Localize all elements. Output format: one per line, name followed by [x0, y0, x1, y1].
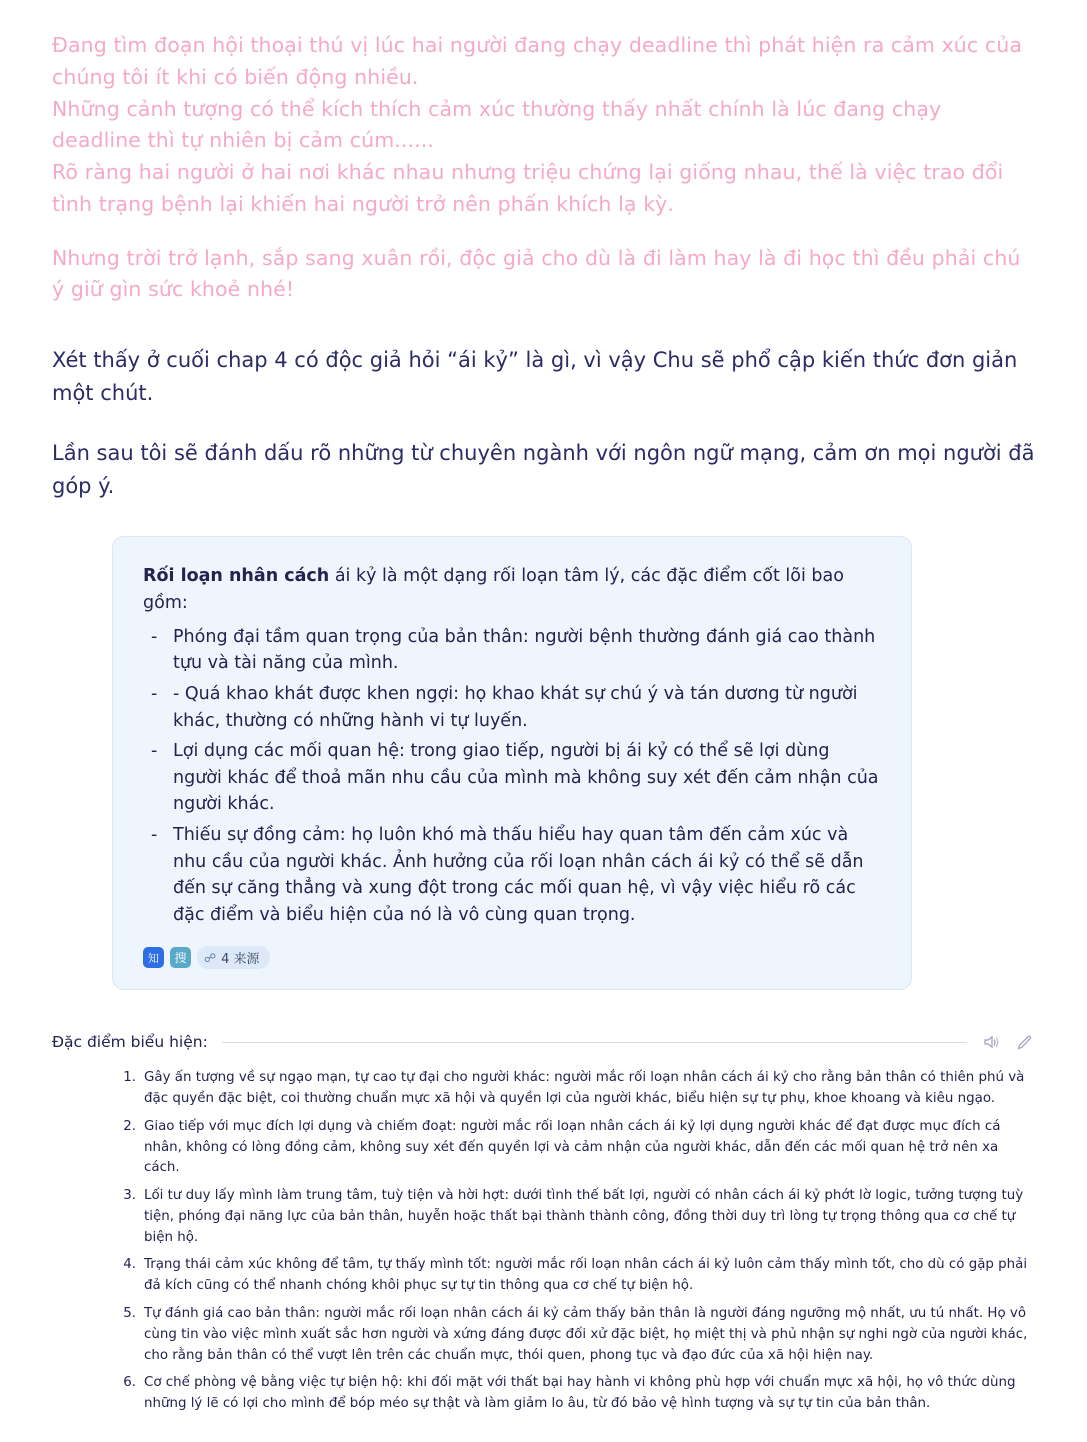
list-item: Cơ chế phòng vệ bằng việc tự biện hộ: khi đối mặt với thất bại hay hành vi không phù hợp với chuẩn mực xã hội, họ vô thức dùng những lý lẽ có lợi cho mình để bóp méo sự thật và làm giảm lo âu, từ đó bảo vệ hình tượng và sự tự tin của bản thân.	[144, 1375, 1016, 1412]
list-item: Tự đánh giá cao bản thân: người mắc rối loạn nhân cách ái kỷ cảm thấy bản thân là người đáng ngưỡng mộ nhất, ưu tú nhất. Họ vô cùng tin vào việc mình xuất sắc hơn người và xứng đáng được đối xử đặc biệt, họ miệt thị và phủ nhận sự nghi ngờ của người khác, cho rằng bản thân có thể vượt lên trên các chuẩn mực, thói quen, phong tục và đạo đức của xã hội hiện nay.	[144, 1306, 1028, 1363]
note-paragraph: Đang tìm đoạn hội thoại thú vị lúc hai người đang chạy deadline thì phát hiện ra cảm xúc của chúng tôi ít khi có biến động nhiều.	[52, 33, 1023, 89]
note-paragraph: Những cảnh tượng có thể kích thích cảm xúc thường thấy nhất chính là lúc đang chạy deadline thì tự nhiên bị cảm cúm......	[52, 96, 942, 153]
source-chips[interactable]	[143, 946, 881, 969]
card-lead-term: Rối loạn nhân cách	[143, 566, 330, 587]
zhihu-source-icon[interactable]: 知	[143, 947, 164, 968]
pencil-icon[interactable]	[1015, 1032, 1035, 1052]
list-item: - Lợi dụng các mối quan hệ: trong giao tiếp, người bị ái kỷ có thể sẽ lợi dùng người khác để thoả mãn nhu cầu của mình mà không suy xét đến cảm nhận của người khác.	[143, 738, 881, 818]
list-item: Lối tư duy lấy mình làm trung tâm, tuỳ tiện và hời hợt: dưới tình thế bất lợi, người có nhân cách ái kỷ phớt lờ logic, tưởng tượng tuỳ tiện, phóng đại năng lực của bản thân, huyễn hoặc thất bại thành thành công, đồng thời duy trì lòng tự trọng thông qua cơ chế tự biện hộ.	[144, 1188, 1024, 1245]
card-bullet-list	[143, 624, 881, 929]
card-lead	[143, 563, 881, 616]
source-count-chip[interactable]	[197, 946, 270, 969]
body-paragraph-2: Lần sau tôi sẽ đánh dấu rõ những từ chuyên ngành với ngôn ngữ mạng, cảm ơn mọi người đã góp ý.	[52, 441, 1035, 498]
author-note	[52, 30, 1035, 306]
characteristics-list	[52, 1068, 1035, 1414]
definition-card	[112, 536, 912, 990]
section-header	[52, 1032, 1035, 1052]
link-icon: ☍	[204, 950, 217, 965]
list-item: - Thiếu sự đồng cảm: họ luôn khó mà thấu hiểu hay quan tâm đến cảm xúc và nhu cầu của người khác. Ảnh hưởng của rối loạn nhân cách ái kỷ có thể sẽ dẫn đến sự căng thẳng và xung đột trong các mối quan hệ, vì vậy việc hiểu rõ các đặc điểm và biểu hiện của nó là vô cùng quan trọng.	[143, 822, 881, 928]
section-title: Đặc điểm biểu hiện:	[52, 1033, 208, 1052]
card-lead-rest: ái kỷ là một dạng rối loạn tâm lý, các đặc điểm cốt lõi bao gồm:	[143, 566, 844, 613]
divider	[222, 1042, 967, 1043]
list-item: Giao tiếp với mục đích lợi dụng và chiếm đoạt: người mắc rối loạn nhân cách ái kỷ lợi dụng người khác để đạt được mục đích cá nhân, không có lòng đồng cảm, không suy xét đến quyền lợi và cảm nhận của người khác, dẫn đến các mối quan hệ trở nên xa cách.	[144, 1118, 1001, 1176]
list-item: Trạng thái cảm xúc không để tâm, tự thấy mình tốt: người mắc rối loạn nhân cách ái kỷ luôn cảm thấy mình tốt, cho dù có gặp phải đả kích cũng có thể nhanh chóng khôi phục sự tự tin thông qua cơ chế tự biện hộ.	[144, 1257, 1028, 1294]
speaker-icon[interactable]	[981, 1032, 1001, 1052]
list-item: - - Quá khao khát được khen ngợi: họ khao khát sự chú ý và tán dương từ người khác, thường có những hành vi tự luyến.	[143, 681, 881, 734]
note-closing: Nhưng trời trở lạnh, sắp sang xuân rồi, độc giả cho dù là đi làm hay là đi học thì đều phải chú ý giữ gìn sức khoẻ nhé!	[52, 245, 1021, 302]
list-item: Gây ấn tượng về sự ngạo mạn, tự cao tự đại cho người khác: người mắc rối loạn nhân cách ái kỷ cho rằng bản thân có thiên phú và đặc quyền đặc biệt, coi thường chuẩn mực xã hội và quyền lợi của người khác, biểu hiện sự tự phụ, khoe khoang và kiêu ngạo.	[144, 1070, 1025, 1107]
source-count-label: 4 来源	[221, 952, 260, 968]
note-spacer	[52, 221, 1035, 243]
list-item: - Phóng đại tầm quan trọng của bản thân: người bệnh thường đánh giá cao thành tựu và tài năng của mình.	[143, 624, 881, 677]
body-paragraph-1: Xét thấy ở cuối chap 4 có độc giả hỏi “ái kỷ” là gì, vì vậy Chu sẽ phổ cập kiến thức đơn giản một chút.	[52, 348, 1018, 405]
search-source-icon[interactable]: 搜	[170, 947, 191, 968]
note-paragraph: Rõ ràng hai người ở hai nơi khác nhau nhưng triệu chứng lại giống nhau, thế là việc trao đổi tình trạng bệnh lại khiến hai người trở nên phấn khích lạ kỳ.	[52, 160, 1004, 216]
